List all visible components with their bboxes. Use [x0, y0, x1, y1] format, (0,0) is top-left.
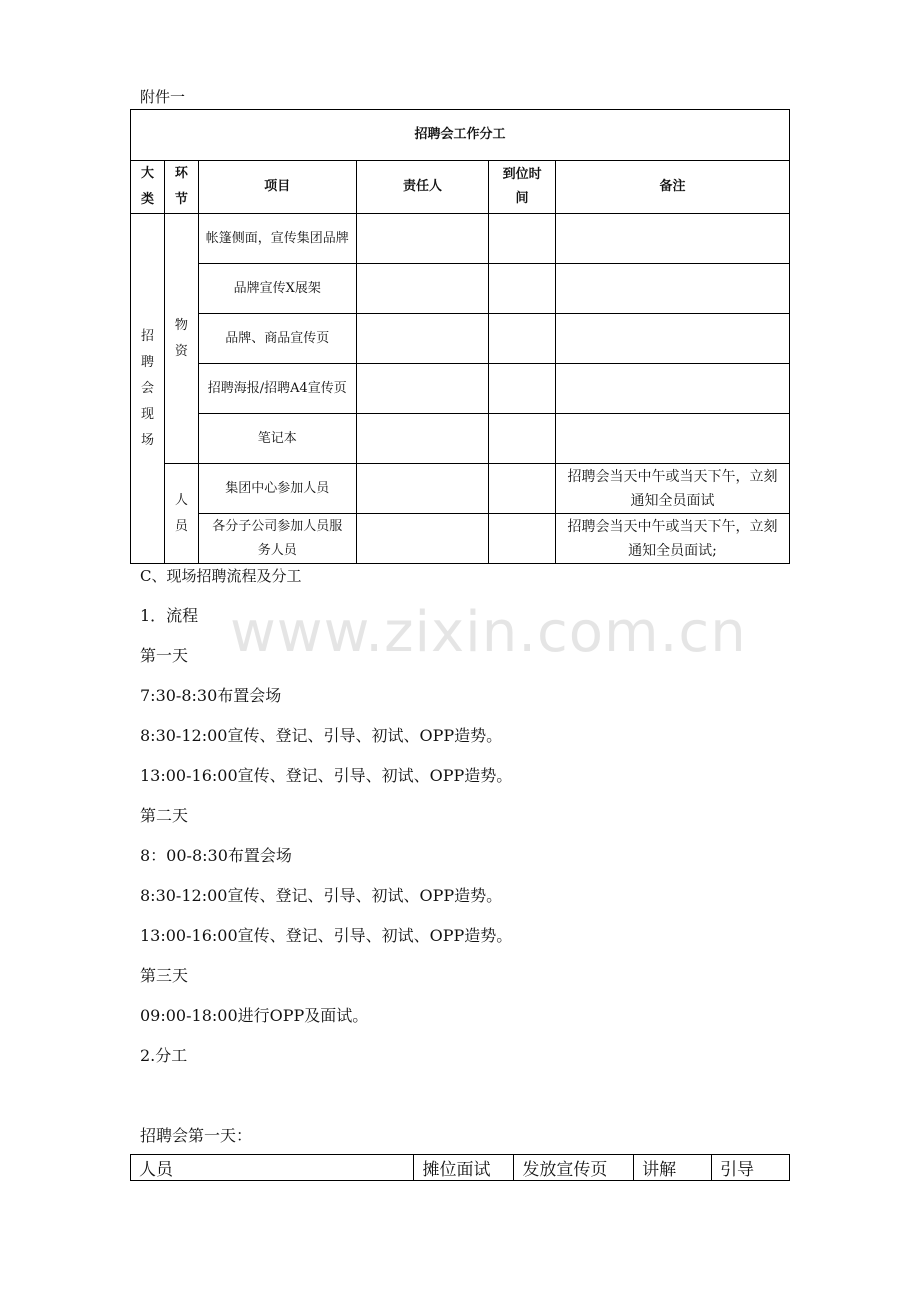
table-row: [131, 214, 790, 264]
item-cell: 帐篷侧面，宣传集团品牌: [198, 214, 356, 264]
item-cell: 笔记本: [198, 414, 356, 464]
col-header-guide: 引导: [712, 1155, 790, 1181]
col-header-staff: 人员: [131, 1155, 414, 1181]
item-cell: 招聘海报/招聘A4宣传页: [198, 364, 356, 414]
schedule-line: 8:30-12:00宣传、登记、引导、初试、OPP造势。: [140, 886, 503, 905]
table-row: [131, 464, 790, 514]
first-day-table: [130, 1154, 790, 1181]
time-cell: [489, 414, 556, 464]
owner-cell: [356, 214, 488, 264]
col-header-booth-interview: 摊位面试: [414, 1155, 514, 1181]
note-cell: [556, 264, 790, 314]
schedule-line: 13:00-16:00宣传、登记、引导、初试、OPP造势。: [140, 926, 513, 945]
time-cell: [489, 364, 556, 414]
table-row: [131, 514, 790, 564]
table-title: 招聘会工作分工: [131, 110, 790, 161]
schedule-line: 8:30-12:00宣传、登记、引导、初试、OPP造势。: [140, 726, 503, 745]
table-row: [131, 364, 790, 414]
col-header-item: 项目: [198, 161, 356, 214]
section-c-heading: C、现场招聘流程及分工: [140, 567, 302, 585]
table-row: [131, 414, 790, 464]
time-cell: [489, 514, 556, 564]
time-cell: [489, 264, 556, 314]
day2-heading: 第二天: [140, 806, 189, 825]
schedule-line: 09:00-18:00进行OPP及面试。: [140, 1006, 369, 1025]
category-cell: 招聘会现场: [131, 214, 165, 564]
col-header-distribute-flyers: 发放宣传页: [514, 1155, 634, 1181]
attachment-label: 附件一: [140, 88, 186, 106]
note-cell: [556, 314, 790, 364]
table-row: [131, 314, 790, 364]
note-cell: 招聘会当天中午或当天下午，立刻通知全员面试: [556, 464, 790, 514]
item-cell: 各分子公司参加人员服务人员: [198, 514, 356, 564]
flow-heading: 1．流程: [140, 606, 199, 625]
day3-heading: 第三天: [140, 966, 189, 985]
note-cell: [556, 214, 790, 264]
watermark: www.zixin.com.cn: [230, 600, 747, 665]
day1-heading: 第一天: [140, 646, 189, 665]
owner-cell: [356, 414, 488, 464]
owner-cell: [356, 514, 488, 564]
item-cell: 品牌、商品宣传页: [198, 314, 356, 364]
note-cell: 招聘会当天中午或当天下午，立刻通知全员面试;: [556, 514, 790, 564]
col-header-explain: 讲解: [634, 1155, 712, 1181]
note-cell: [556, 364, 790, 414]
owner-cell: [356, 314, 488, 364]
schedule-line: 7:30-8:30布置会场: [140, 686, 282, 705]
col-header-note: 备注: [556, 161, 790, 214]
time-cell: [489, 464, 556, 514]
col-header-time: 到位时间: [489, 161, 556, 214]
owner-cell: [356, 264, 488, 314]
stage-cell-supplies: 物资: [164, 214, 198, 464]
schedule-line: 13:00-16:00宣传、登记、引导、初试、OPP造势。: [140, 766, 513, 785]
work-division-table: [130, 109, 790, 564]
owner-cell: [356, 364, 488, 414]
note-cell: [556, 414, 790, 464]
first-day-label: 招聘会第一天：: [140, 1126, 253, 1145]
table-row: [131, 264, 790, 314]
stage-cell-people: 人员: [164, 464, 198, 564]
time-cell: [489, 214, 556, 264]
schedule-line: 8：00-8:30布置会场: [140, 846, 292, 865]
col-header-owner: 责任人: [356, 161, 488, 214]
owner-cell: [356, 464, 488, 514]
division-heading: 2.分工: [140, 1046, 188, 1065]
col-header-stage: 环节: [164, 161, 198, 214]
item-cell: 品牌宣传X展架: [198, 264, 356, 314]
time-cell: [489, 314, 556, 364]
col-header-category: 大类: [131, 161, 165, 214]
item-cell: 集团中心参加人员: [198, 464, 356, 514]
